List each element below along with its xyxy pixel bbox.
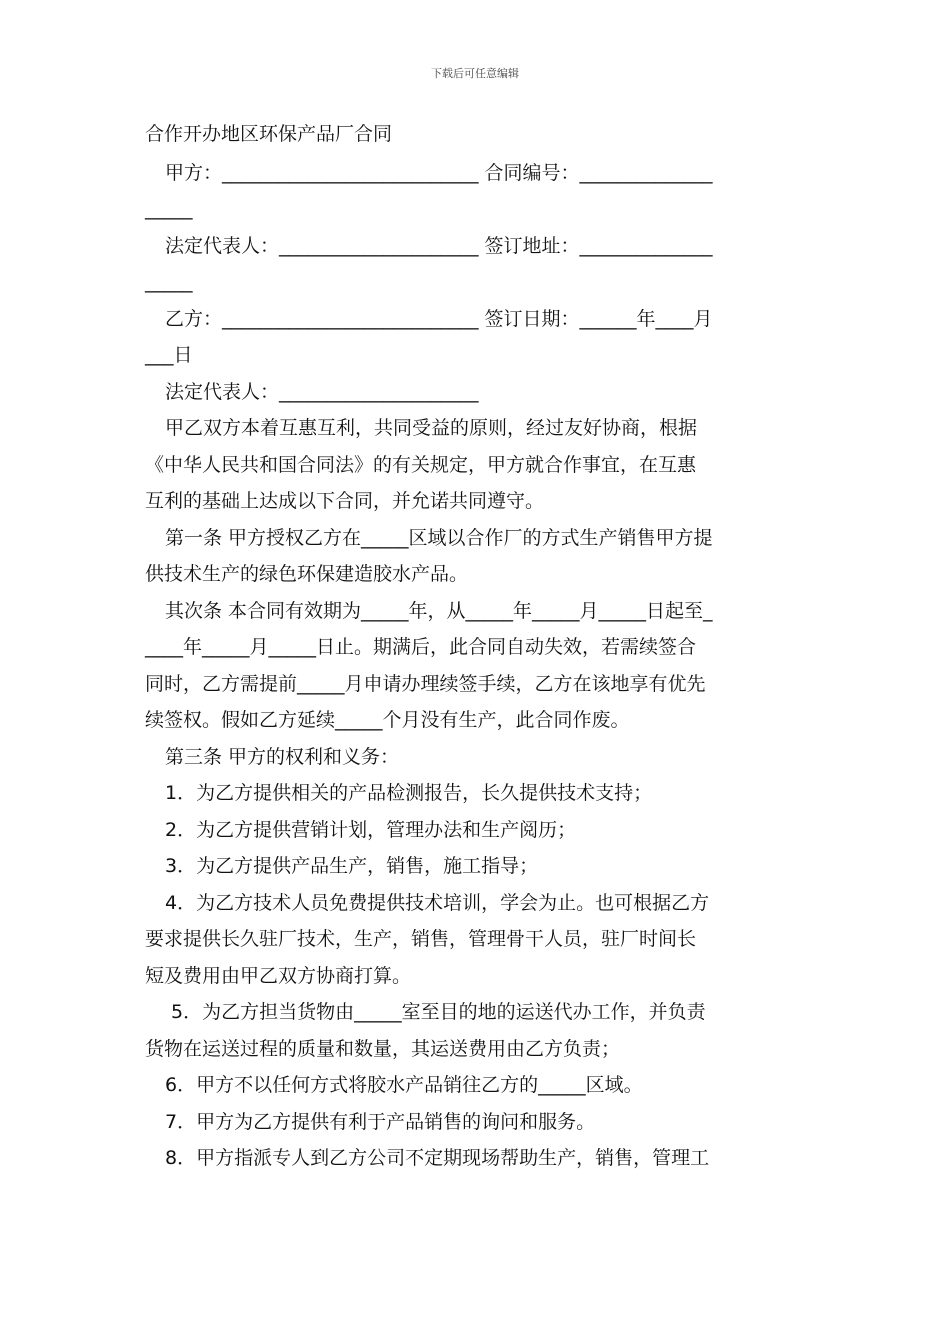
preamble-line: 互利的基础上达成以下合同，并允诺共同遵守。 bbox=[145, 490, 545, 512]
list-item-cont: 货物在运送过程的质量和数量，其运送费用由乙方负责； bbox=[145, 1037, 621, 1060]
list-item: 1．为乙方提供相关的产品检测报告，长久提供技术支持； bbox=[165, 782, 653, 804]
contract-body bbox=[145, 116, 810, 1177]
rep-a-line: 法定代表人：_____________________ 签订地址：______________ bbox=[165, 234, 713, 257]
list-item: 2．为乙方提供营销计划，管理办法和生产阅历； bbox=[165, 818, 577, 841]
list-item: 5．为乙方担当货物由_____室至目的地的运送代办工作，并负责 bbox=[171, 1001, 706, 1023]
party-b-line: 乙方：___________________________ 签订日期：______年____月 bbox=[165, 307, 713, 330]
list-item-cont: 要求提供长久驻厂技术，生产，销售，管理骨干人员，驻厂时间长 bbox=[145, 928, 697, 950]
list-item: 4．为乙方技术人员免费提供技术培训，学会为止。也可根据乙方 bbox=[165, 891, 710, 914]
list-item: 3．为乙方提供产品生产，销售，施工指导； bbox=[165, 855, 539, 877]
article-2-line: ____年_____月_____日止。期满后，此合同自动失效，若需续签合 bbox=[145, 636, 697, 658]
page-header-note: 下载后可任意编辑 bbox=[431, 67, 519, 80]
list-item: 6．甲方不以任何方式将胶水产品销往乙方的_____区域。 bbox=[165, 1074, 643, 1096]
rep-b-line: 法定代表人：_____________________ bbox=[165, 380, 479, 403]
article-2-line: 同时，乙方需提前_____月申请办理续签手续，乙方在该地享有优先 bbox=[145, 672, 706, 695]
list-item: 8．甲方指派专人到乙方公司不定期现场帮助生产，销售，管理工 bbox=[165, 1147, 710, 1169]
article-2-line: 续签权。假如乙方延续_____个月没有生产，此合同作废。 bbox=[145, 709, 630, 731]
article-3-heading: 第三条 甲方的权利和义务： bbox=[165, 745, 400, 768]
party-b-line-cont: ___日 bbox=[145, 344, 193, 366]
party-a-line: 甲方：___________________________ 合同编号：______________ bbox=[165, 161, 713, 184]
rep-a-line-cont: _____ bbox=[145, 271, 193, 293]
list-item: 7．甲方为乙方提供有利于产品销售的询问和服务。 bbox=[165, 1110, 596, 1133]
article-1-line: 供技术生产的绿色环保建造胶水产品。 bbox=[145, 563, 469, 585]
article-1-line: 第一条 甲方授权乙方在_____区域以合作厂的方式生产销售甲方提 bbox=[165, 526, 713, 549]
document-title: 合作开办地区环保产品厂合同 bbox=[145, 123, 393, 145]
preamble-line: 《中华人民共和国合同法》的有关规定，甲方就合作事宜，在互惠 bbox=[145, 453, 697, 476]
party-a-line-cont: _____ bbox=[145, 198, 193, 220]
list-item-cont: 短及费用由甲乙双方协商打算。 bbox=[145, 964, 412, 987]
preamble-line: 甲乙双方本着互惠互利，共同受益的原则，经过友好协商，根据 bbox=[165, 417, 698, 439]
article-2-line: 其次条 本合同有效期为_____年，从_____年_____月_____日起至_ bbox=[165, 599, 713, 622]
